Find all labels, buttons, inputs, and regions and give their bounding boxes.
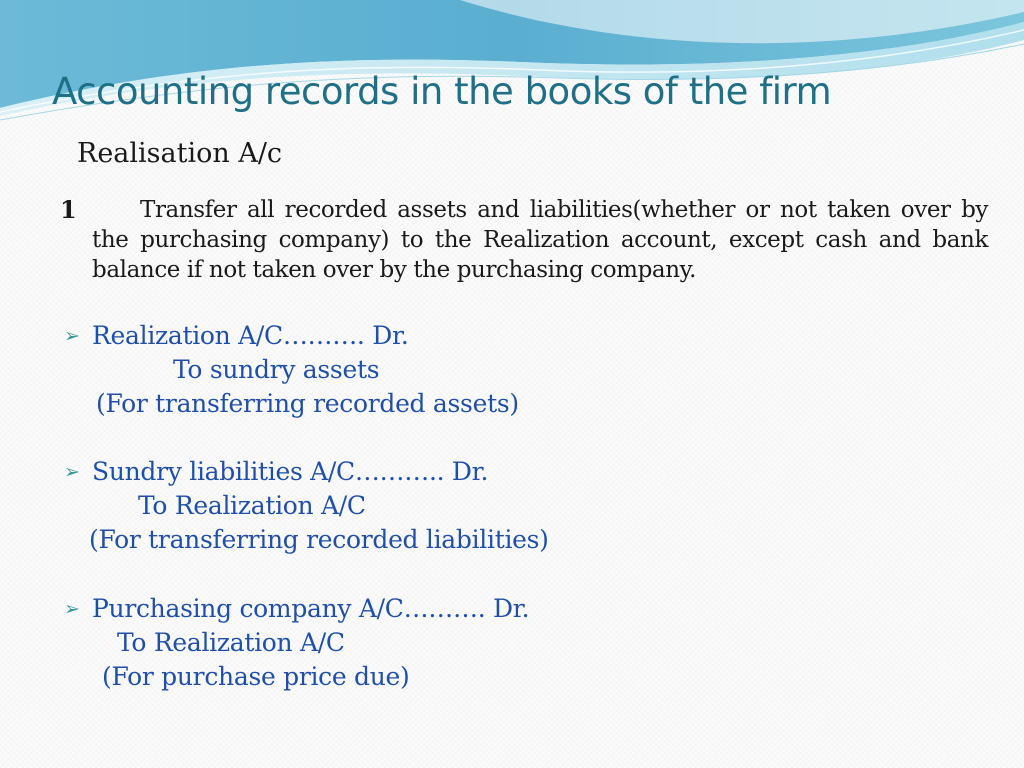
entry-debit-line: Realization A/C………. Dr.: [92, 321, 409, 350]
entry-credit-line: To Realization A/C: [138, 491, 366, 520]
slide-title: Accounting records in the books of the firm: [52, 70, 832, 113]
section-subtitle: Realisation A/c: [77, 138, 283, 169]
entry-narration: (For transferring recorded assets): [96, 389, 519, 418]
step-description: Transfer all recorded assets and liabilities(whether or not taken over by the purchasing company) to the Realization account, except cash and bank balance if not taken over by the purchasing company.: [92, 197, 988, 283]
entry-narration: (For transferring recorded liabilities): [89, 525, 549, 554]
step-number: 1: [60, 195, 77, 224]
journal-entry-assets: [60, 319, 760, 421]
entry-debit-line: Purchasing company A/C………. Dr.: [92, 594, 530, 623]
arrow-bullet-icon: ➢: [64, 598, 80, 620]
entry-credit-line: To Realization A/C: [117, 628, 345, 657]
arrow-bullet-icon: ➢: [64, 325, 80, 347]
entry-debit-line: Sundry liabilities A/C……….. Dr.: [92, 457, 489, 486]
journal-entry-purchase-price: [60, 592, 760, 694]
journal-entry-liabilities: [60, 455, 760, 557]
arrow-bullet-icon: ➢: [64, 461, 80, 483]
entry-narration: (For purchase price due): [102, 662, 410, 691]
entry-credit-line: To sundry assets: [173, 355, 380, 384]
